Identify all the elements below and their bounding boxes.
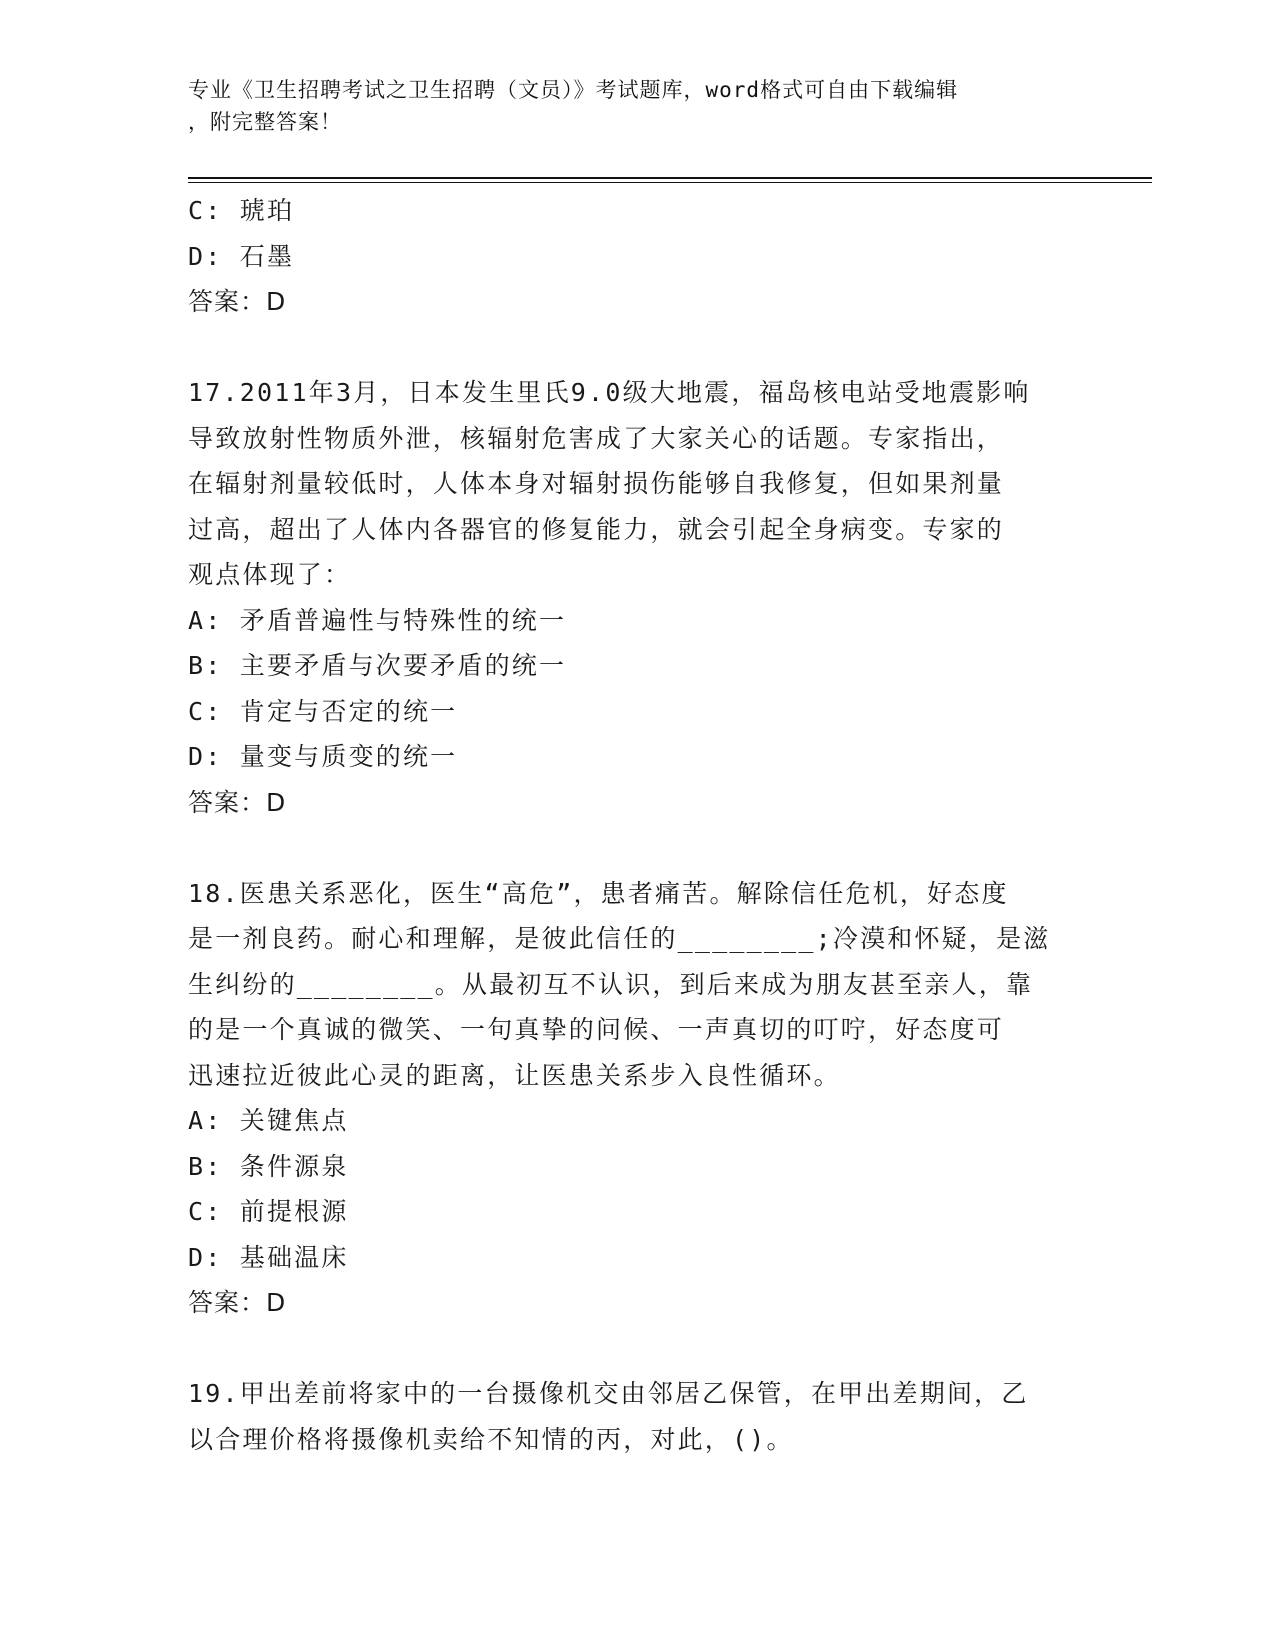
stem-line: 观点体现了： (188, 560, 352, 589)
answer-line: 答案：D (188, 787, 287, 817)
spacer (188, 825, 1088, 871)
option-d: D: 石墨 (188, 241, 295, 271)
header-divider-thick (188, 177, 1152, 179)
document-header (188, 74, 1088, 138)
stem-line: 在辐射剂量较低时，人体本身对辐射损伤能够自我修复，但如果剂量 (188, 469, 1005, 498)
header-divider-thin (188, 182, 1152, 183)
option-c: C: 前提根源 (188, 1197, 349, 1226)
question-stem (188, 1371, 1088, 1462)
option-b: B: 条件源泉 (188, 1151, 349, 1181)
option-d: D: 量变与质变的统一 (188, 742, 458, 771)
option-d: D: 基础温床 (188, 1242, 349, 1272)
stem-line: 生纠纷的________。从最初互不认识，到后来成为朋友甚至亲人，靠 (188, 969, 1034, 999)
answer-line: 答案：D (188, 287, 287, 316)
stem-line: 的是一个真诚的微笑、一句真挚的问候、一声真切的叮咛，好态度可 (188, 1015, 1005, 1044)
stem-line: 18.医患关系恶化，医生“高危”，患者痛苦。解除信任危机，好态度 (188, 878, 1009, 908)
question-19 (188, 1371, 1088, 1462)
stem-line: 19.甲出差前将家中的一台摄像机交由邻居乙保管，在甲出差期间，乙 (188, 1379, 1029, 1408)
stem-line: 以合理价格将摄像机卖给不知情的丙，对此，()。 (188, 1424, 794, 1454)
option-a: A: 矛盾普遍性与特殊性的统一 (188, 605, 567, 635)
stem-line: 是一剂良药。耐心和理解，是彼此信任的________;冷漠和怀疑，是滋 (188, 924, 1051, 953)
header-title-line-1: 专业《卫生招聘考试之卫生招聘（文员）》考试题库，word格式可自由下载编辑 (188, 78, 959, 102)
stem-line: 导致放射性物质外泄，核辐射危害成了大家关心的话题。专家指出， (188, 423, 1005, 453)
stem-line: 17.2011年3月，日本发生里氏9.0级大地震，福岛核电站受地震影响 (188, 378, 1031, 407)
question-16-tail (188, 188, 1088, 325)
header-title-line-2: ，附完整答案！ (188, 110, 342, 134)
answer-line: 答案：D (188, 1288, 287, 1317)
option-b: B: 主要矛盾与次要矛盾的统一 (188, 651, 567, 680)
stem-line: 过高，超出了人体内各器官的修复能力，就会引起全身病变。专家的 (188, 514, 1005, 544)
option-c: C: 肯定与否定的统一 (188, 696, 458, 726)
option-a: A: 关键焦点 (188, 1106, 349, 1135)
question-17 (188, 370, 1088, 825)
question-18 (188, 871, 1088, 1326)
question-content (188, 188, 1088, 1462)
option-c: C: 琥珀 (188, 196, 295, 225)
question-stem (188, 871, 1088, 1099)
spacer (188, 325, 1088, 371)
spacer (188, 1326, 1088, 1372)
stem-line: 迅速拉近彼此心灵的距离，让医患关系步入良性循环。 (188, 1060, 841, 1090)
question-stem (188, 370, 1088, 598)
